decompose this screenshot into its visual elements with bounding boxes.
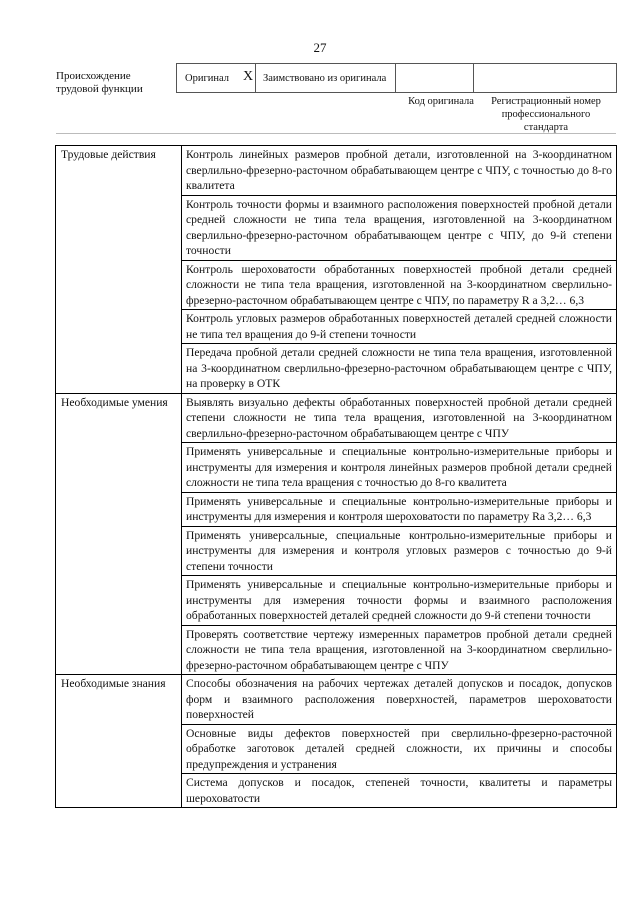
page-number: 27	[313, 40, 327, 55]
section-label: Необходимые умения	[56, 393, 182, 675]
table-cell: Применять универсальные и специальные контрольно-измерительные приборы и инструменты для измерения и контроля шероховатости по параметру Ra 3,2… 6,3	[182, 492, 617, 526]
table-cell: Контроль точности формы и взаимного расположения поверхностей пробной детали средней сложности не типа тела вращения, изготовленной на 3-координатном сверлильно-фрезерно-расточном обрабатывающем центре с ЧПУ, до 9-й степени точности	[182, 195, 617, 260]
original-label: Оригинал	[185, 73, 229, 84]
section-label: Трудовые действия	[56, 146, 182, 394]
table-cell: Выявлять визуально дефекты обработанных поверхностей пробной детали средней степени сложности не типа тела вращения, изготовленной на 3-координатном сверлильно-фрезерно-расточном обрабатывающем центре с ЧПУ	[182, 393, 617, 443]
table-row	[56, 146, 617, 196]
table-row	[56, 675, 617, 725]
table-cell: Контроль линейных размеров пробной детали, изготовленной на 3-координатном сверлильно-фрезерно-расточном обрабатывающем центре с ЧПУ, с точностью до 8-го квалитета	[182, 146, 617, 196]
table-row	[56, 393, 617, 443]
table-cell: Система допусков и посадок, степеней точности, квалитеты и параметры шероховатости	[182, 774, 617, 808]
origin-label: Происхождение трудовой функции	[56, 70, 143, 95]
table-cell: Передача пробной детали средней сложности не типа тела вращения, изготовленной на 3-координатном сверлильно-фрезерно-расточном обрабатывающем центре с ЧПУ, на проверку в ОТК	[182, 344, 617, 394]
original-mark: X	[243, 69, 254, 84]
origin-divider	[255, 64, 256, 92]
table-cell: Применять универсальные и специальные контрольно-измерительные приборы и инструменты для измерения и контроля линейных размеров пробной детали средней сложности не типа тела вращения с точностью до 8-го квалитета	[182, 443, 617, 493]
origin-box	[176, 63, 617, 93]
table-cell: Проверять соответствие чертежу измеренных параметров пробной детали средней сложности не типа тела вращения, изготовленной на 3-координатном сверлильно-фрезерно-расточном обрабатывающем центре с ЧПУ	[182, 625, 617, 675]
borrowed-label: Заимствовано из оригинала	[263, 73, 387, 84]
table-cell: Основные виды дефектов поверхностей при сверлильно-фрезерно-расточной обработке заготовок деталей средней сложности, их причины и способы предупреждения и устранения	[182, 724, 617, 774]
table-cell: Применять универсальные, специальные контрольно-измерительные приборы и инструменты для измерения и контроля угловых размеров с точностью до 9-й степени точности	[182, 526, 617, 576]
section-label: Необходимые знания	[56, 675, 182, 808]
table-cell: Применять универсальные и специальные контрольно-измерительные приборы и инструменты для измерения точности формы и взаимного расположения обработанных поверхностей деталей средней сложности до 9-й степени точности	[182, 576, 617, 626]
table-cell: Контроль шероховатости обработанных поверхностей пробной детали средней сложности не типа тела вращения, изготовленной на 3-координатном сверлильно-фрезерно-расточном обрабатывающем центре с ЧПУ, по параметру R a 3,2… 6,3	[182, 260, 617, 310]
code-caption: Код оригинала	[408, 96, 474, 107]
table-cell: Контроль угловых размеров обработанных поверхностей деталей средней сложности не типа тел вращения до 9-й степени точности	[182, 310, 617, 344]
origin-divider	[473, 64, 474, 92]
page-divider	[56, 133, 616, 134]
labor-function-table	[55, 145, 617, 808]
reg-caption: Регистрационный номер профессионального стандарта	[491, 96, 601, 133]
table-cell: Способы обозначения на рабочих чертежах деталей допусков и посадок, допусков форм и взаимного расположения поверхностей, параметров шероховатости поверхностей	[182, 675, 617, 725]
origin-divider	[395, 64, 396, 92]
